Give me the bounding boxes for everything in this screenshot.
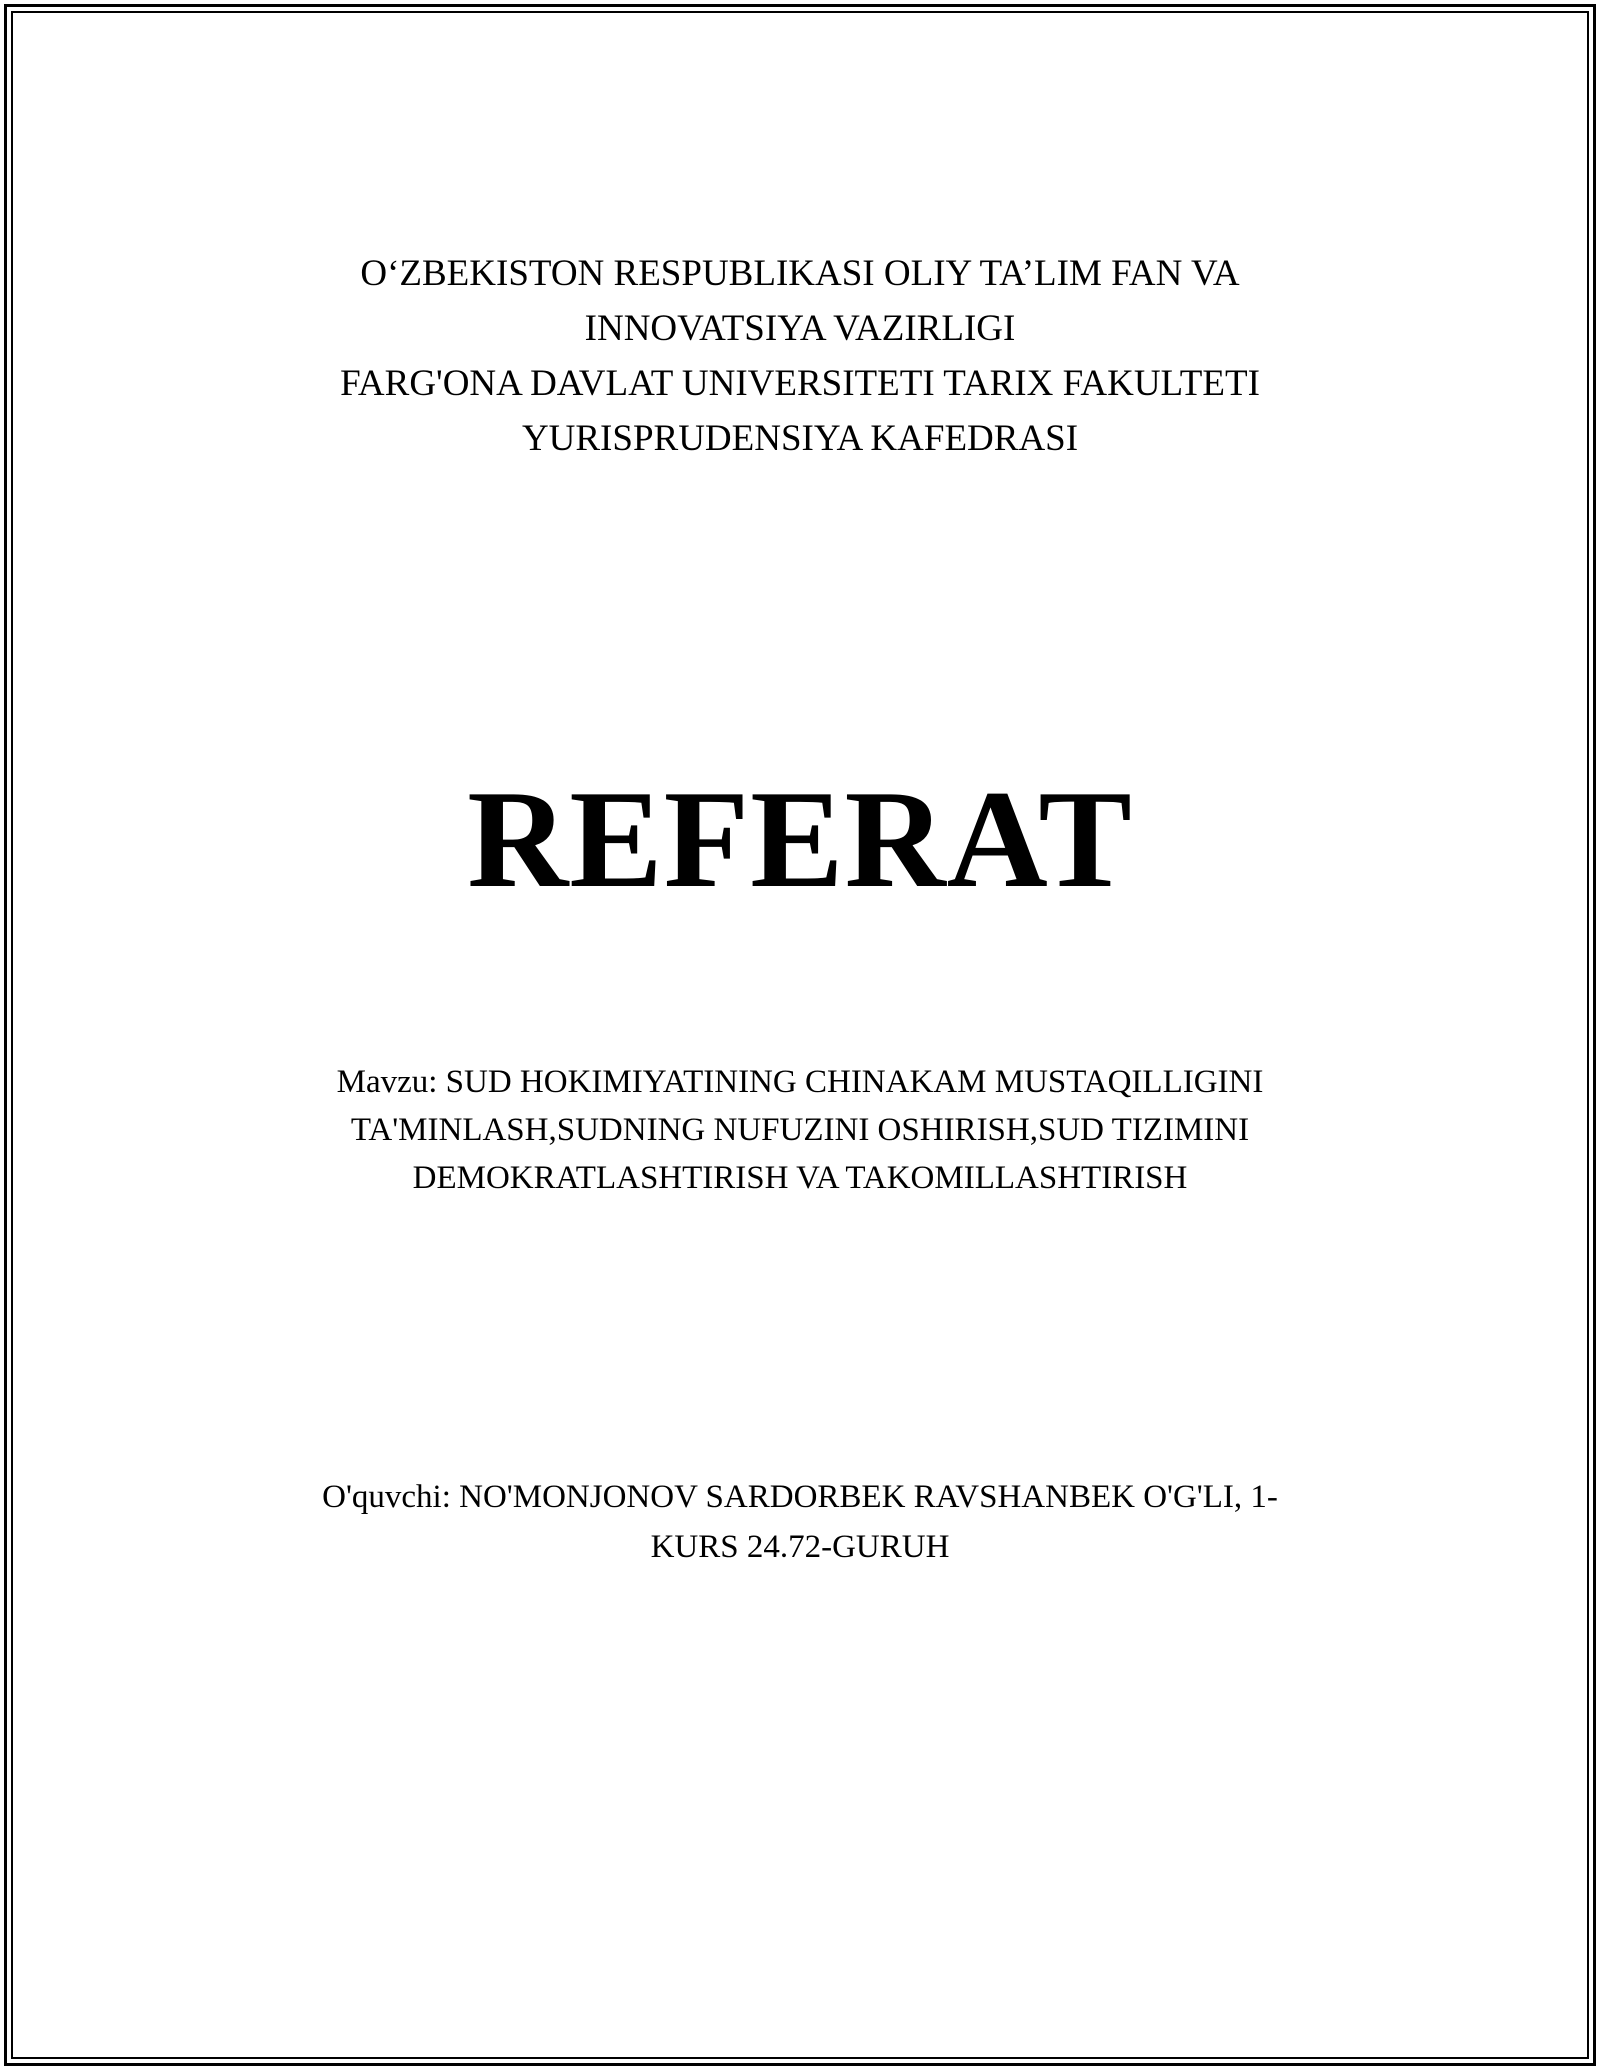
topic-block [0, 1058, 1600, 1202]
topic-line-1: Mavzu: SUD HOKIMIYATINING CHINAKAM MUSTAQILLIGINI [336, 1064, 1264, 1100]
header-line-ministry-cont: INNOVATSIYA VAZIRLIGI [584, 308, 1016, 349]
topic-line-3: DEMOKRATLASHTIRISH VA TAKOMILLASHTIRISH [412, 1160, 1188, 1196]
header-line-department: YURISPRUDENSIYA KAFEDRASI [521, 418, 1079, 459]
header-line-ministry: O‘ZBEKISTON RESPUBLIKASI OLIY TA’LIM FAN VA [360, 253, 1240, 294]
student-block [0, 1472, 1600, 1572]
student-line-1: O'quvchi: NO'MONJONOV SARDORBEK RAVSHANBEK O'G'LI, 1- [322, 1479, 1278, 1515]
header-line-university: FARG'ONA DAVLAT UNIVERSITETI TARIX FAKULTETI [340, 363, 1260, 404]
student-line-2: KURS 24.72-GURUH [650, 1529, 950, 1565]
institution-header [0, 246, 1600, 466]
topic-line-2: TA'MINLASH,SUDNING NUFUZINI OSHIRISH,SUD TIZIMINI [350, 1112, 1250, 1148]
document-title: REFERAT [467, 762, 1133, 917]
